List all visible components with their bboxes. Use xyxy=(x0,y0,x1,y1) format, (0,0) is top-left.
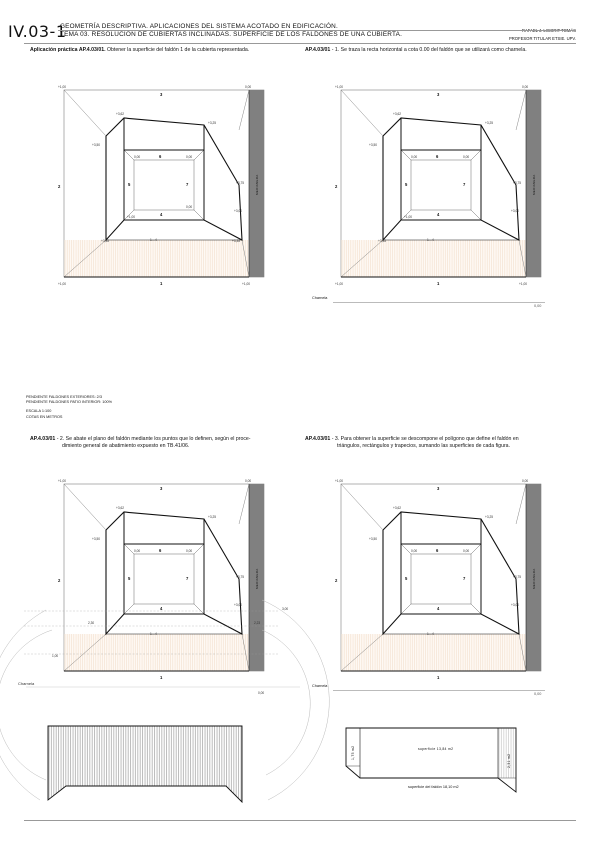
cota-corner-tl: +1,00 xyxy=(58,479,67,483)
cota-325: +3,25 xyxy=(208,515,217,519)
faldon-4: 4 xyxy=(160,212,163,217)
section-3-body-1: - 2. Se abate el plano del faldón mediante los puntos que lo definen, según el proce- xyxy=(55,436,251,442)
notes-block xyxy=(26,395,112,420)
note-slope-exterior: PENDIENTE FALDONES EXTERIORES: 2/3 xyxy=(26,395,102,399)
area-total: superficie del faldón 18,10 m2 xyxy=(408,785,459,789)
faldon-2: 2 xyxy=(335,184,338,189)
medianera-label: MEDIANERA xyxy=(255,568,259,589)
faldon-2: 2 xyxy=(335,578,338,583)
abatimiento-drawing xyxy=(0,590,330,820)
medianera-label: MEDIANERA xyxy=(532,568,536,589)
cota-375: +3,75 xyxy=(236,575,245,579)
cota-patio-4: +1,00 xyxy=(404,215,413,219)
charnela-label-1: Charnela xyxy=(312,296,328,300)
section-4-body-1: - 3. Para obtener la superficie se descompone el polígono que define el faldón en xyxy=(330,436,519,442)
cota-325: +3,25 xyxy=(208,121,217,125)
ridge-label: 1—4 xyxy=(150,238,157,242)
area-h1: 1,75 m2 xyxy=(351,745,355,760)
cota-corner-tr: 0,00 xyxy=(245,85,252,89)
cota-corner-tl: +1,00 xyxy=(335,479,344,483)
faldon-3: 3 xyxy=(160,92,163,97)
cota-patio-2: 0,00 xyxy=(186,155,193,159)
cota-362: +3,62 xyxy=(393,506,402,510)
cota-350: +3,50 xyxy=(92,537,101,541)
section-4-body-2: triángulos, rectángulos y trapecios, sumando las superficies de cada figura. xyxy=(337,443,511,449)
author-name: RAFAEL J. LIGORIT TOMÁS xyxy=(521,28,576,33)
abat-d1: 3,00 xyxy=(282,607,289,611)
cota-patio-4: +1,00 xyxy=(127,215,136,219)
author-role: PROFESOR TITULAR ETSIE. UPV. xyxy=(508,36,576,41)
faldon-5: 5 xyxy=(405,182,408,187)
faldon-6: 6 xyxy=(159,154,162,159)
sheet-code: IV.03-1 xyxy=(8,22,67,41)
charnela-line-4 xyxy=(333,690,545,691)
area-h2: 2,31 m2 xyxy=(507,753,511,768)
faldon-1: 1 xyxy=(160,675,163,680)
cota-patio-1: 0,00 xyxy=(411,549,418,553)
section-1-body: Obtener la superficie del faldón 1 de la cubierta representada. xyxy=(105,47,250,53)
cota-patio-1: 0,00 xyxy=(134,549,141,553)
cota-350: +3,50 xyxy=(369,143,378,147)
charnela-label-3: Charnela xyxy=(18,681,35,686)
cota-335: +3,35 xyxy=(378,239,387,243)
cota-corner-tr: 0,00 xyxy=(245,479,252,483)
faldon-5: 5 xyxy=(405,576,408,581)
cota-375: +3,75 xyxy=(236,181,245,185)
faldon-6: 6 xyxy=(436,548,439,553)
area-part: superficie 13,84 m2 xyxy=(418,747,454,751)
faldon-7: 7 xyxy=(463,576,466,581)
cota-375: +3,75 xyxy=(513,575,522,579)
note-scale: ESCALA 1:100 xyxy=(26,409,52,414)
faldon-7: 7 xyxy=(463,182,466,187)
footer-rule xyxy=(24,820,576,821)
cota-corner-bl: +1,00 xyxy=(58,282,67,286)
faldon-7: 7 xyxy=(186,576,189,581)
roof-plan-4 xyxy=(333,476,553,680)
faldon-7: 7 xyxy=(186,182,189,187)
abat-d3: 2,23 xyxy=(254,621,261,625)
charnela-line-1 xyxy=(333,302,545,303)
charnela-zero-3: 0,00 xyxy=(258,691,265,695)
cota-335b: +3,35 xyxy=(232,239,241,243)
cota-corner-br: +1,00 xyxy=(519,282,528,286)
cota-patio-2: 0,00 xyxy=(186,549,193,553)
cota-375: +3,75 xyxy=(513,181,522,185)
cota-350: +3,50 xyxy=(92,143,101,147)
ridge-label: 1—4 xyxy=(427,238,434,242)
cota-362: +3,62 xyxy=(116,506,125,510)
faldon-3: 3 xyxy=(437,486,440,491)
faldon-1: 1 xyxy=(160,281,163,286)
charnela-label-4: Charnela xyxy=(312,684,328,688)
section-1-ref: Aplicación práctica AP.4.03/01. xyxy=(30,47,106,53)
faldon-4: 4 xyxy=(160,606,163,611)
faldon-5: 5 xyxy=(128,182,131,187)
faldon-6: 6 xyxy=(159,548,162,553)
faldon-2: 2 xyxy=(58,578,61,583)
note-units: COTAS EN METROS xyxy=(26,414,63,419)
section-4-ref: AP.4.03/01 xyxy=(305,436,331,442)
faldon-3: 3 xyxy=(160,486,163,491)
abat-d4: 1,00 xyxy=(52,654,59,658)
cota-300: +3,00 xyxy=(511,603,520,607)
cota-corner-bl: +1,00 xyxy=(335,282,344,286)
faldon-5: 5 xyxy=(128,576,131,581)
cota-362: +3,62 xyxy=(116,112,125,116)
cota-corner-tl: +1,00 xyxy=(335,85,344,89)
faldon-4: 4 xyxy=(437,212,440,217)
cota-corner-br: +1,00 xyxy=(242,282,251,286)
charnela-zero-1: 0,00 xyxy=(534,304,542,308)
faldon-4: 4 xyxy=(437,606,440,611)
section-2-ref: AP.4.03/01 xyxy=(305,47,331,53)
cota-patio-1: 0,00 xyxy=(411,155,418,159)
section-2-text xyxy=(305,47,527,53)
roof-plan-2 xyxy=(333,82,553,286)
cota-corner-tr: 0,00 xyxy=(522,85,529,89)
ridge-label: 1—4 xyxy=(150,632,157,636)
faldon-1: 1 xyxy=(437,675,440,680)
cota-corner-tr: 0,00 xyxy=(522,479,529,483)
cota-patio-2: 0,00 xyxy=(463,155,470,159)
section-3-body-2: dimiento general de abatimiento expuesto en TB.41/06. xyxy=(62,443,190,449)
cota-325: +3,25 xyxy=(485,121,494,125)
cota-362: +3,62 xyxy=(393,112,402,116)
sheet-title-line2: TEMA 03. RESOLUCIÓN DE CUBIERTAS INCLINADAS. SUPERFICIE DE LOS FALDONES DE UNA CUBIERTA. xyxy=(60,31,403,38)
cota-325: +3,25 xyxy=(485,515,494,519)
section-3-text xyxy=(30,436,251,450)
medianera-label: MEDIANERA xyxy=(255,174,259,195)
header-rule xyxy=(58,30,576,31)
section-4-text xyxy=(305,436,519,450)
cota-300: +3,00 xyxy=(511,209,520,213)
header-bottom-rule xyxy=(24,43,576,44)
section-3-ref: AP.4.03/01 xyxy=(30,436,56,442)
cota-300: +3,00 xyxy=(234,603,243,607)
charnela-zero-4: 0,00 xyxy=(534,692,542,696)
sheet-title-line1: GEOMETRÍA DESCRIPTIVA. APLICACIONES DEL SISTEMA ACOTADO EN EDIFICACIÓN. xyxy=(60,23,338,30)
cota-patio-2: 0,00 xyxy=(463,549,470,553)
faldon-6: 6 xyxy=(436,154,439,159)
cota-300: +3,00 xyxy=(234,209,243,213)
ridge-label: 1—4 xyxy=(427,632,434,636)
section-1-text xyxy=(30,47,249,53)
faldon-2: 2 xyxy=(58,184,61,189)
cota-patio-3: 0,00 xyxy=(186,205,193,209)
faldon-1: 1 xyxy=(437,281,440,286)
section-2-body: - 1. Se traza la recta horizontal a cota 0.00 del faldón que se utilizará como charnela. xyxy=(330,47,527,53)
roof-plan-1 xyxy=(56,82,276,286)
cota-corner-tl: +1,00 xyxy=(58,85,67,89)
note-slope-interior: PENDIENTE FALDONES PATIO INTERIOR: 100% xyxy=(26,400,112,405)
cota-335: +3,35 xyxy=(101,239,110,243)
cota-350: +3,50 xyxy=(369,537,378,541)
medianera-label: MEDIANERA xyxy=(532,174,536,195)
cota-patio-1: 0,00 xyxy=(134,155,141,159)
abat-d2: 2,30 xyxy=(88,621,95,625)
faldon-3: 3 xyxy=(437,92,440,97)
